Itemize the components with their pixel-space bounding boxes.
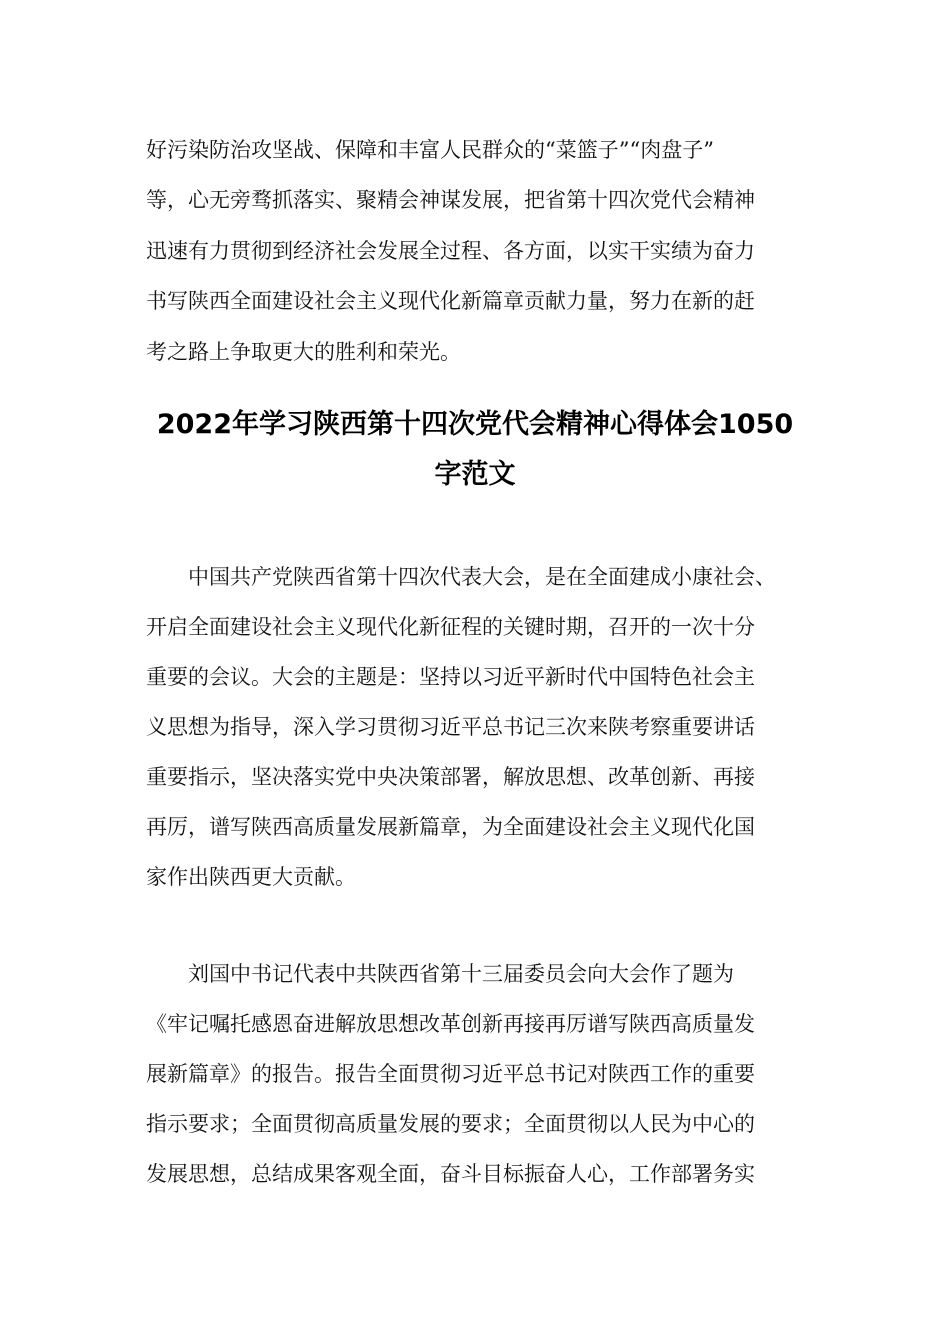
text-line: 好污染防治攻坚战、保障和丰富人民群众的“菜篮子”“肉盘子” <box>146 138 714 162</box>
text-line: 开启全面建设社会主义现代化新征程的关键时期，召开的一次十分 <box>146 615 755 639</box>
title-line-2: 字范文 <box>434 459 516 490</box>
text-line: 书写陕西全面建设社会主义现代化新篇章贡献力量，努力在新的赶 <box>146 289 755 313</box>
text-line: 家作出陕西更大贡献。 <box>146 865 356 889</box>
text-line: 重要的会议。大会的主题是：坚持以习近平新时代中国特色社会主 <box>146 665 755 689</box>
text-line: 迅速有力贯彻到经济社会发展全过程、各方面，以实干实绩为奋力 <box>146 239 755 263</box>
text-line: 展新篇章》的报告。报告全面贯彻习近平总书记对陕西工作的重要 <box>146 1062 755 1086</box>
text-line: 义思想为指导，深入学习贯彻习近平总书记三次来陕考察重要讲话 <box>146 715 755 739</box>
text-line: 《牢记嘱托感恩奋进解放思想改革创新再接再厉谱写陕西高质量发 <box>146 1012 755 1036</box>
text-line: 指示要求；全面贯彻高质量发展的要求；全面贯彻以人民为中心的 <box>146 1112 755 1136</box>
text-line: 等，心无旁骛抓落实、聚精会神谋发展，把省第十四次党代会精神 <box>146 188 755 212</box>
title-line-1: 2022年学习陕西第十四次党代会精神心得体会1050 <box>156 409 794 440</box>
text-line: 考之路上争取更大的胜利和荣光。 <box>146 340 461 364</box>
text-line: 重要指示，坚决落实党中央决策部署，解放思想、改革创新、再接 <box>146 765 755 789</box>
text-line: 中国共产党陕西省第十四次代表大会，是在全面建成小康社会、 <box>188 565 776 589</box>
text-line: 刘国中书记代表中共陕西省第十三届委员会向大会作了题为 <box>188 962 734 986</box>
text-line: 发展思想，总结成果客观全面，奋斗目标振奋人心，工作部署务实 <box>146 1162 755 1186</box>
text-line: 再厉，谱写陕西高质量发展新篇章，为全面建设社会主义现代化国 <box>146 815 755 839</box>
